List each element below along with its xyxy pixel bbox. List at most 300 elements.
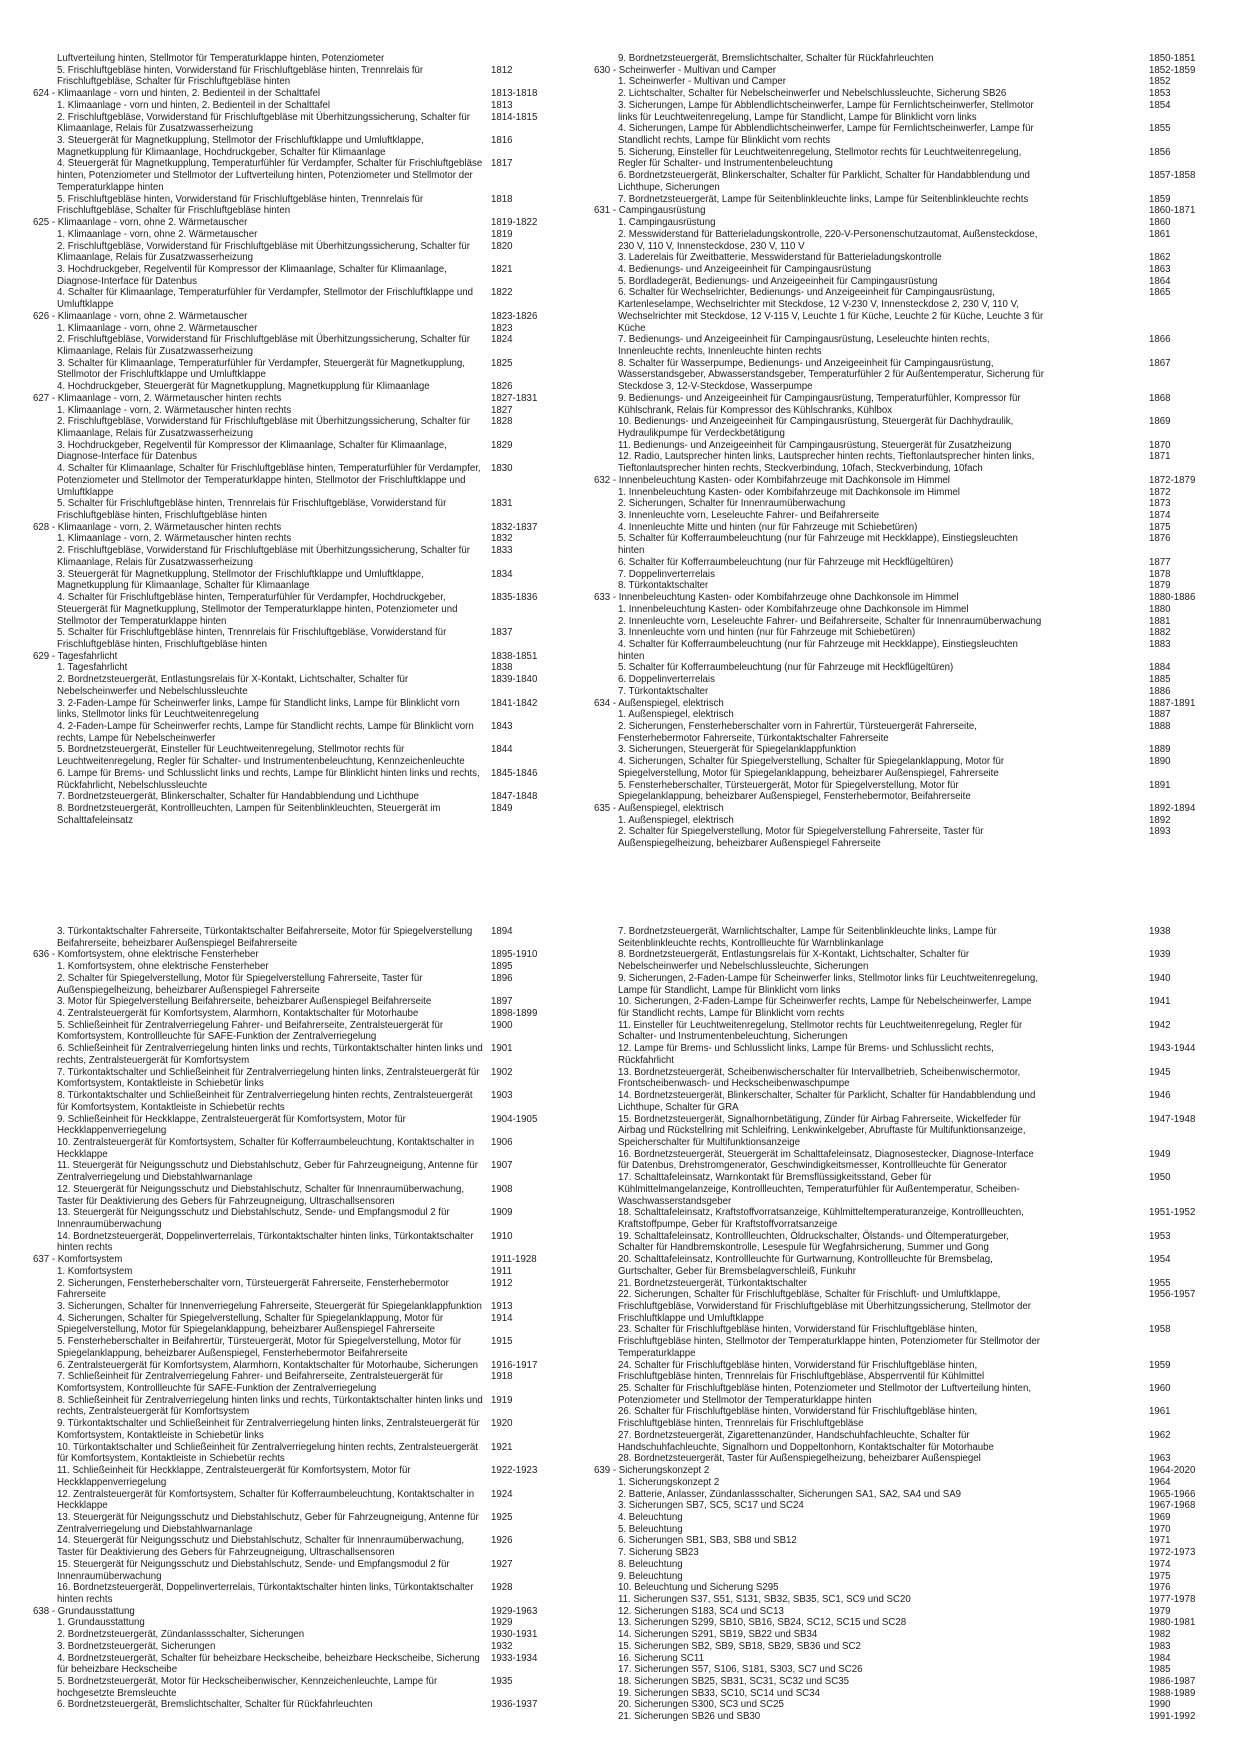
index-entry-text: 10. Türkontaktschalter und Schließeinheit für Zentralverriegelung hinten rechts, Zentralsteuergerät für Komfortsystem, Kontaktleiste in Schiebetür rechts xyxy=(57,1441,478,1465)
index-entry-pages: 1913 xyxy=(491,1301,513,1312)
index-entry-pages: 1837 xyxy=(491,627,513,639)
index-entry-text: 636 - Komfortsystem, ohne elektrische Fensterheber xyxy=(33,949,259,961)
index-entry-pages: 1969 xyxy=(1149,1511,1171,1523)
index-entry-pages: 1927 xyxy=(491,1558,513,1570)
index-entry-text: 632 - Innenbeleuchtung Kasten- oder Kombifahrzeuge mit Dachkonsole im Himmel xyxy=(594,474,950,486)
index-entry-text: 13. Sicherungen S299, SB10, SB16, SB24, SC12, SC15 und SC28 xyxy=(618,1617,907,1629)
index-item-row xyxy=(33,194,547,217)
index-entry-pages: 1872-1879 xyxy=(1149,474,1196,486)
index-entry-text: 639 - Sicherungskonzept 2 xyxy=(594,1465,710,1477)
index-entry-text: 4. Sicherungen, Schalter für Spiegelverstellung, Schalter für Spiegelanklappung, Motor für Spiegelverstellung, Motor für Spiegelanklappung, beheizbarer Außenspiegel Fahrerseite xyxy=(57,1312,444,1336)
index-entry-text: 1. Klimaanlage - vorn und hinten, 2. Bedienteil in der Schalttafel xyxy=(57,99,331,111)
index-entry-pages: 1844 xyxy=(491,744,513,756)
index-entry-text: 15. Steuergerät für Neigungsschutz und Diebstahlschutz, Sende- und Empfangsmodul 2 für Innenraumüberwachung xyxy=(57,1558,450,1582)
index-section-row xyxy=(594,1465,1205,1477)
index-item-row xyxy=(33,1442,547,1465)
index-entry-pages: 1910 xyxy=(491,1230,513,1242)
index-entry-pages: 1868 xyxy=(1149,392,1171,404)
index-item-row xyxy=(594,1571,1205,1583)
index-entry-text: 21. Bordnetzsteuergerät, Türkontaktschalter xyxy=(618,1277,807,1289)
index-entry-text: 7. Türkontaktschalter und Schließeinheit für Zentralverriegelung hinten links, Zentralsteuergerät für Komfortsystem, Kontaktleiste in Schiebetür links xyxy=(57,1066,480,1090)
index-entry-text: 4. Sicherungen, Lampe für Abblendlichtscheinwerfer, Lampe für Fernlichtscheinwerfer, Lampe für Standlicht rechts, Lampe für Blinklicht vorn rechts xyxy=(618,123,1034,147)
index-entry-pages: 1907 xyxy=(491,1160,513,1172)
index-entry-text: 1. Komfortsystem xyxy=(57,1265,133,1277)
index-entry-pages: 1919 xyxy=(491,1394,513,1406)
index-entry-text: 2. Sicherungen, Fensterheberschalter vorn, Türsteuergerät Fahrerseite, Fensterhebermotor Fahrerseite xyxy=(57,1277,449,1301)
index-entry-pages: 1916-1917 xyxy=(491,1359,538,1371)
index-entry-pages: 1985 xyxy=(1149,1664,1171,1676)
index-item-row xyxy=(33,1653,547,1676)
index-entry-text: 5. Bordladegerät, Bedienungs- und Anzeigeeinheit für Campingausrüstung xyxy=(618,275,938,287)
index-item-row xyxy=(594,1559,1205,1571)
index-item-row xyxy=(594,252,1205,264)
index-entry-pages: 1888 xyxy=(1149,720,1171,732)
index-item-row xyxy=(594,1535,1205,1547)
index-entry-pages: 1900 xyxy=(491,1019,513,1031)
index-entry-pages: 1911 xyxy=(491,1265,512,1277)
index-item-row xyxy=(594,580,1205,592)
index-entry-text: 8. Beleuchtung xyxy=(618,1558,683,1570)
index-entry-text: 2. Sicherungen, Schalter für Innenraumüberwachung xyxy=(618,498,846,510)
index-entry-pages: 1953 xyxy=(1149,1230,1171,1242)
index-item-row xyxy=(33,287,547,310)
index-entry-text: 3. Laderelais für Zweitbatterie, Messwiderstand für Batterieladungskontrolle xyxy=(618,252,942,264)
index-entry-pages: 1867 xyxy=(1149,357,1171,369)
index-entry-text: 5. Schalter für Kofferraumbeleuchtung (nur für Fahrzeuge mit Heckflügeltüren) xyxy=(618,662,954,674)
index-entry-pages: 1984 xyxy=(1149,1652,1171,1664)
index-entry-pages: 1866 xyxy=(1149,334,1171,346)
index-item-row xyxy=(594,709,1205,721)
index-entry-text: 9. Türkontaktschalter und Schließeinheit für Zentralverriegelung hinten links, Zentralsteuergerät für Komfortsystem, Kontaktleiste in Schiebetür links xyxy=(57,1418,480,1441)
index-item-row xyxy=(594,1629,1205,1641)
index-section-row xyxy=(594,65,1205,77)
index-entry-pages: 1956-1957 xyxy=(1149,1289,1196,1301)
index-entry-pages: 1949 xyxy=(1149,1148,1171,1160)
index-entry-pages: 1816 xyxy=(491,135,513,147)
index-entry-text: 627 - Klimaanlage - vorn, 2. Wärmetauscher hinten rechts xyxy=(33,392,282,404)
index-item-row xyxy=(33,112,547,135)
index-item-row xyxy=(594,287,1205,334)
index-item-row xyxy=(33,158,547,193)
index-entry-pages: 1920 xyxy=(491,1418,513,1430)
index-entry-text: 634 - Außenspiegel, elektrisch xyxy=(594,697,724,709)
index-item-row xyxy=(594,1090,1205,1113)
index-entry-text: 4. Innenleuchte Mitte und hinten (nur für Fahrzeuge mit Schiebetüren) xyxy=(618,521,918,533)
index-item-row xyxy=(33,996,547,1008)
index-entry-text: 16. Sicherung SC11 xyxy=(618,1652,704,1664)
index-item-row xyxy=(594,1617,1205,1629)
index-item-row xyxy=(33,1160,547,1183)
index-entry-pages: 1982 xyxy=(1149,1629,1171,1641)
index-entry-text: 20. Sicherungen S300, SC3 und SC25 xyxy=(618,1699,784,1711)
index-item-row xyxy=(33,627,547,650)
index-entry-text: 15. Sicherungen SB2, SB9, SB18, SB29, SB36 und SC2 xyxy=(618,1640,861,1652)
index-entry-pages: 1893 xyxy=(1149,826,1171,838)
index-section-row xyxy=(33,1254,547,1266)
index-item-row xyxy=(594,276,1205,288)
index-entry-text: 625 - Klimaanlage - vorn, ohne 2. Wärmetauscher xyxy=(33,217,248,229)
index-entry-text: 3. Bordnetzsteuergerät, Sicherungen xyxy=(57,1640,216,1652)
index-item-row xyxy=(594,510,1205,522)
index-entry-pages: 1892-1894 xyxy=(1149,803,1196,814)
index-entry-pages: 1843 xyxy=(491,720,513,732)
index-entry-pages: 1813 xyxy=(491,99,513,111)
index-section-row xyxy=(594,698,1205,710)
index-item-row xyxy=(594,76,1205,88)
index-item-row xyxy=(33,698,547,721)
index-entry-text: 28. Bordnetzsteuergerät, Taster für Außenspiegelheizung, beheizbarer Außenspiegel xyxy=(618,1453,981,1465)
index-entry-pages: 1812 xyxy=(491,64,513,76)
index-entry-text: 626 - Klimaanlage - vorn, ohne 2. Wärmetauscher xyxy=(33,310,248,322)
index-item-row xyxy=(594,1231,1205,1254)
index-item-row xyxy=(33,1629,547,1641)
index-entry-text: 2. Sicherungen, Fensterheberschalter vorn in Fahrertür, Türsteuergerät Fahrerseite, Fensterhebermotor Fahrerseite, Türkontaktschalter Fahrerseite xyxy=(618,720,977,744)
index-entry-text: 4. Beleuchtung xyxy=(618,1511,683,1523)
index-entry-pages: 1976 xyxy=(1149,1582,1171,1594)
index-item-row xyxy=(594,1149,1205,1172)
index-entry-pages: 1819 xyxy=(491,228,513,240)
index-entry-pages: 1838-1851 xyxy=(491,650,538,662)
index-entry-pages: 1881 xyxy=(1149,615,1171,627)
index-entry-text: 1. Klimaanlage - vorn, ohne 2. Wärmetauscher xyxy=(57,322,258,334)
index-entry-text: 18. Sicherungen SB25, SB31, SC31, SC32 und SC35 xyxy=(618,1676,850,1687)
index-item-row xyxy=(33,65,547,88)
index-entry-pages: 1891 xyxy=(1149,779,1171,791)
index-entry-text: 6. Lampe für Brems- und Schlusslicht links und rechts, Lampe für Blinklicht hinten links und rechts, Rückfahrlicht, Nebelschlussleuchte xyxy=(57,767,480,791)
index-entry-pages: 1898-1899 xyxy=(491,1008,538,1020)
index-entry-pages: 1834 xyxy=(491,568,513,580)
index-item-row xyxy=(33,1020,547,1043)
index-entry-pages: 1857-1858 xyxy=(1149,170,1196,182)
index-entry-text: 3. Innenleuchte vorn und hinten (nur für Fahrzeuge mit Schiebetüren) xyxy=(618,627,916,639)
index-entry-text: 1. Sicherungskonzept 2 xyxy=(618,1476,720,1488)
index-entry-text: 3. Motor für Spiegelverstellung Beifahrerseite, beheizbarer Außenspiegel Beifahrerseite xyxy=(57,996,432,1008)
index-entry-text: 11. Steuergerät für Neigungsschutz und Diebstahlschutz, Geber für Fahrzeugneigung, Antenne für Zentralverriegelung und Diebstahlwarnanlage xyxy=(57,1160,478,1184)
index-entry-text: 2. Bordnetzsteuergerät, Entlastungsrelais für X-Kontakt, Lichtschalter, Schalter für Nebelscheinwerfer und Nebelschlussleuchte xyxy=(57,674,409,697)
index-entry-pages: 1961 xyxy=(1149,1406,1171,1418)
index-entry-pages: 1933-1934 xyxy=(491,1652,538,1664)
index-item-row xyxy=(594,1360,1205,1383)
index-entry-pages: 1901 xyxy=(491,1043,513,1055)
index-entry-text: 1. Campingausrüstung xyxy=(618,217,716,229)
index-item-row xyxy=(594,170,1205,193)
index-entry-pages: 1849 xyxy=(491,803,513,814)
index-entry-pages: 1883 xyxy=(1149,638,1171,650)
index-entry-text: 4. Sicherungen, Schalter für Spiegelverstellung, Schalter für Spiegelanklappung, Motor für Spiegelverstellung, Motor für Spiegelanklappung, beheizbarer Außenspiegel, Fahrerseite xyxy=(618,756,1005,779)
index-entry-pages: 1939 xyxy=(1149,949,1171,961)
index-entry-pages: 1831 xyxy=(491,498,513,510)
index-entry-pages: 1880-1886 xyxy=(1149,592,1196,604)
index-entry-pages: 1971 xyxy=(1149,1535,1171,1547)
index-item-row xyxy=(33,545,547,568)
index-entry-pages: 1861 xyxy=(1149,228,1171,240)
index-item-row xyxy=(33,1535,547,1558)
index-entry-text: 3. Steuergerät für Magnetkupplung, Stellmotor der Frischluftklappe und Umluftklappe, Magnetkupplung für Klimaanlage, Schalter für Klimaanlage xyxy=(57,568,424,592)
index-item-row xyxy=(33,264,547,287)
index-item-row xyxy=(33,592,547,627)
index-item-row xyxy=(33,1336,547,1359)
index-item-row xyxy=(33,791,547,803)
index-entry-text: 18. Schalttafeleinsatz, Kraftstoffvorratsanzeige, Kühlmitteltemperaturanzeige, Kontrollleuchten, Kraftstoffpumpe, Geber für Kraftstoffvorratsanzeige xyxy=(618,1207,1024,1230)
index-entry-text: 3. Steuergerät für Magnetkupplung, Stellmotor der Frischluftklappe und Umluftklappe, Magnetkupplung für Klimaanlage, Hochdruckgeber, Schalter für Klimaanlage xyxy=(57,135,424,158)
index-entry-text: 7. Doppelinverterrelais xyxy=(618,568,715,580)
index-entry-pages: 1970 xyxy=(1149,1523,1171,1535)
index-entry-pages: 1813-1818 xyxy=(491,88,538,100)
index-item-row xyxy=(594,1489,1205,1501)
index-entry-text: 5. Schalter für Kofferraumbeleuchtung (nur für Fahrzeuge mit Heckklappe), Einstiegsleuchten hinten xyxy=(618,533,1018,557)
index-entry-pages: 1924 xyxy=(491,1488,513,1500)
index-entry-text: 10. Bedienungs- und Anzeigeeinheit für Campingausrüstung, Steuergerät für Dachhydraulik, Hydraulikpumpe für Verdeckbetätigung xyxy=(618,416,1014,439)
index-entry-pages: 1870 xyxy=(1149,439,1171,451)
index-item-row xyxy=(594,487,1205,499)
index-entry-pages: 1882 xyxy=(1149,627,1171,639)
index-entry-text: Luftverteilung hinten, Stellmotor für Temperaturklappe hinten, Potenziometer xyxy=(57,53,385,64)
index-entry-pages: 1960 xyxy=(1149,1383,1171,1395)
index-section-row xyxy=(594,205,1205,217)
index-entry-pages: 1839-1840 xyxy=(491,674,538,686)
index-entry-pages: 1833 xyxy=(491,545,513,557)
index-entry-text: 2. Lichtschalter, Schalter für Nebelscheinwerfer und Nebelschlussleuchte, Sicherung SB26 xyxy=(618,88,1007,100)
index-entry-text: 2. Frischluftgebläse, Vorwiderstand für Frischluftgebläse mit Überhitzungssicherung, Schalter für Klimaanlage, Relais für Zusatzwasserheizung xyxy=(57,240,470,264)
index-entry-text: 1. Innenbeleuchtung Kasten- oder Kombifahrzeuge mit Dachkonsole im Himmel xyxy=(618,486,960,498)
index-item-row xyxy=(33,973,547,996)
index-entry-pages: 1895-1910 xyxy=(491,949,538,961)
index-entry-text: 13. Steuergerät für Neigungsschutz und Diebstahlschutz, Geber für Fahrzeugneigung, Antenne für Zentralverriegelung und Diebstahlwarnanlage xyxy=(57,1511,479,1535)
index-entry-text: 1. Tagesfahrlicht xyxy=(57,662,128,674)
index-item-row xyxy=(33,100,547,112)
index-section-row xyxy=(594,592,1205,604)
index-entry-text: 8. Schalter für Wasserpumpe, Bedienungs- und Anzeigeeinheit für Campingausrüstung, Wasserstandsgeber, Abwasserstandsgeber, Temperaturfühler 2 für Außentemperatur, Sicherung für Steckdose 3, 12-V-Steckdose, Wasserpumpe xyxy=(618,357,1044,393)
index-entry-text: 23. Schalter für Frischluftgebläse hinten, Vorwiderstand für Frischluftgebläse hinten, Frischluftgebläse hinten, Stellmotor der Temperaturklappe hinten, Potenziometer für Stellmotor der Temperaturklappe xyxy=(618,1324,1040,1359)
index-entry-pages: 1918 xyxy=(491,1371,513,1383)
index-entry-text: 2. Innenleuchte vorn, Leseleuchte Fahrer- und Beifahrerseite, Schalter für Innenraumüberwachung xyxy=(618,615,1042,627)
index-entry-text: 13. Steuergerät für Neigungsschutz und Diebstahlschutz, Sende- und Empfangsmodul 2 für Innenraumüberwachung xyxy=(57,1207,450,1230)
index-entry-text: 3. Hochdruckgeber, Regelventil für Kompressor der Klimaanlage, Schalter für Klimaanlage, Diagnose-Interface für Datenbus xyxy=(57,263,447,287)
index-entry-pages: 1925 xyxy=(491,1511,513,1523)
index-entry-pages: 1829 xyxy=(491,439,513,451)
index-entry-pages: 1852-1859 xyxy=(1149,64,1196,76)
index-entry-pages: 1954 xyxy=(1149,1254,1171,1266)
index-entry-pages: 1926 xyxy=(491,1535,513,1547)
index-item-row xyxy=(594,533,1205,556)
index-item-row xyxy=(594,1067,1205,1090)
index-entry-pages: 1865 xyxy=(1149,287,1171,299)
index-entry-pages: 1986-1987 xyxy=(1149,1676,1196,1687)
index-item-row xyxy=(33,1043,547,1066)
index-entry-pages: 1962 xyxy=(1149,1429,1171,1441)
index-entry-text: 3. Türkontaktschalter Fahrerseite, Türkontaktschalter Beifahrerseite, Motor für Spiegelverstellung Beifahrerseite, beheizbarer Außenspiegel Beifahrerseite xyxy=(57,926,473,949)
index-entry-text: 1. Innenbeleuchtung Kasten- oder Kombifahrzeuge ohne Dachkonsole im Himmel xyxy=(618,603,969,615)
index-entry-pages: 1945 xyxy=(1149,1066,1171,1078)
index-entry-text: 635 - Außenspiegel, elektrisch xyxy=(594,803,724,814)
index-item-row xyxy=(594,1512,1205,1524)
index-entry-pages: 1929 xyxy=(491,1617,513,1629)
index-entry-pages: 1974 xyxy=(1149,1558,1171,1570)
index-entry-pages: 1819-1822 xyxy=(491,217,538,229)
index-entry-pages: 1938 xyxy=(1149,926,1171,937)
index-item-row xyxy=(594,780,1205,803)
index-item-row xyxy=(33,1559,547,1582)
index-item-row xyxy=(33,241,547,264)
index-entry-text: 2. Schalter für Spiegelverstellung, Motor für Spiegelverstellung Fahrerseite, Taster für Außenspiegelheizung, beheizbarer Außenspiegel Fahrerseite xyxy=(57,972,423,996)
index-entry-pages: 1932 xyxy=(491,1640,513,1652)
index-item-row xyxy=(594,639,1205,662)
index-item-row xyxy=(594,498,1205,510)
index-entry-pages: 1863 xyxy=(1149,263,1171,275)
index-item-row xyxy=(594,393,1205,416)
index-entry-text: 1. Klimaanlage - vorn, 2. Wärmetauscher hinten rechts xyxy=(57,404,292,416)
index-entry-text: 13. Bordnetzsteuergerät, Scheibenwischerschalter für Intervallbetrieb, Scheibenwischermotor, Frontscheibenwasch- und Heckscheibenwaschpumpe xyxy=(618,1066,1021,1090)
index-entry-text: 1. Klimaanlage - vorn, ohne 2. Wärmetauscher xyxy=(57,228,258,240)
index-entry-pages: 1890 xyxy=(1149,756,1171,768)
index-item-row xyxy=(33,463,547,498)
index-entry-pages: 1850-1851 xyxy=(1149,53,1196,64)
index-entry-text: 1. Außenspiegel, elektrisch xyxy=(618,814,734,826)
index-entry-text: 26. Schalter für Frischluftgebläse hinten, Vorwiderstand für Frischluftgebläse hinten, Frischluftgebläse hinten, Trennrelais für Frischluftgebläse xyxy=(618,1406,978,1430)
index-item-row xyxy=(594,1524,1205,1536)
index-item-row xyxy=(594,1114,1205,1149)
index-entry-text: 3. Sicherungen SB7, SC5, SC17 und SC24 xyxy=(618,1500,804,1512)
index-entry-text: 15. Bordnetzsteuergerät, Signalhornbetätigung, Zünder für Airbag Fahrerseite, Wickelfeder für Airbag und Rückstellring mit Schleifring, Lenkwinkelgeber, Abruftaste für Multifunktionsanzeige, Speicherschalter für Multifunktionsanzeige xyxy=(618,1113,1026,1148)
index-entry-text: 5. Fensterheberschalter in Beifahrertür, Türsteuergerät, Motor für Spiegelverstellung, Motor für Spiegelanklappung, beheizbarer Außenspiegel, Fensterhebermotor Beifahrerseite xyxy=(57,1336,462,1359)
index-entry-pages: 1959 xyxy=(1149,1359,1171,1371)
index-entry-pages: 1911-1928 xyxy=(491,1254,537,1266)
index-entry-pages: 1963 xyxy=(1149,1453,1171,1465)
index-entry-pages: 1818 xyxy=(491,193,513,205)
index-item-row xyxy=(594,1699,1205,1711)
index-entry-text: 4. Schalter für Klimaanlage, Temperaturfühler für Verdampfer, Stellmotor der Frischluftklappe und Umluftklappe xyxy=(57,287,474,311)
index-entry-pages: 1958 xyxy=(1149,1324,1171,1336)
index-entry-pages: 1902 xyxy=(491,1066,513,1078)
index-item-row xyxy=(33,1008,547,1020)
index-entry-pages: 1832 xyxy=(491,533,513,545)
index-section-row xyxy=(33,651,547,663)
index-item-row xyxy=(33,381,547,393)
index-entry-text: 5. Frischluftgebläse hinten, Vorwiderstand für Frischluftgebläse hinten, Trennrelais für Frischluftgebläse, Schalter für Frischluftgebläse hinten xyxy=(57,64,424,88)
index-entry-pages: 1912 xyxy=(491,1277,513,1289)
index-entry-pages: 1822 xyxy=(491,287,513,299)
index-entry-pages: 1941 xyxy=(1149,996,1171,1008)
index-entry-pages: 1930-1931 xyxy=(491,1629,538,1641)
index-column-top-left xyxy=(33,53,547,826)
index-entry-text: 8. Türkontaktschalter und Schließeinheit für Zentralverriegelung hinten rechts, Zentralsteuergerät für Komfortsystem, Kontaktleiste in Schiebetür rechts xyxy=(57,1090,473,1113)
index-entry-pages: 1908 xyxy=(491,1183,513,1195)
index-entry-pages: 1929-1963 xyxy=(491,1605,538,1617)
index-entry-text: 5. Bordnetzsteuergerät, Einsteller für Leuchtweitenregelung, Stellmotor rechts für Leuchtweitenregelung, Regler für Schalter- und Instrumentenbeleuchtung, Kennzeichenleuchte xyxy=(57,744,465,768)
index-entry-pages: 1887 xyxy=(1149,709,1171,721)
index-entry-text: 5. Fensterheberschalter, Türsteuergerät, Motor für Spiegelverstellung, Motor für Spiegelanklappung, beheizbarer Außenspiegel, Fensterhebermotor, Beifahrerseite xyxy=(618,779,971,803)
index-item-row xyxy=(594,616,1205,628)
index-entry-text: 12. Steuergerät für Neigungsschutz und Diebstahlschutz, Schalter für Innenraumüberwachung, Taster für Deaktivierung des Gebers für Fahrzeugneigung, Ultraschallsensoren xyxy=(57,1183,465,1207)
index-item-row xyxy=(594,229,1205,252)
index-item-row xyxy=(33,498,547,521)
index-entry-text: 8. Schließeinheit für Zentralverriegelung hinten links und rechts, Türkontaktschalter hinten links und rechts, Zentralsteuergerät für Komfortsystem xyxy=(57,1394,483,1418)
index-item-row xyxy=(33,1676,547,1699)
index-item-row xyxy=(594,1383,1205,1406)
index-item-row xyxy=(33,674,547,697)
index-item-row xyxy=(33,662,547,674)
index-entry-text: 630 - Scheinwerfer - Multivan und Camper xyxy=(594,64,776,76)
index-entry-text: 5. Beleuchtung xyxy=(618,1523,683,1535)
index-entry-text: 3. Sicherungen, Steuergerät für Spiegelanklappfunktion xyxy=(618,744,857,756)
index-item-row xyxy=(594,1606,1205,1618)
index-entry-text: 633 - Innenbeleuchtung Kasten- oder Kombifahrzeuge ohne Dachkonsole im Himmel xyxy=(594,592,959,604)
index-item-row xyxy=(594,264,1205,276)
index-item-row xyxy=(33,1360,547,1372)
index-entry-pages: 1887-1891 xyxy=(1149,697,1196,709)
index-item-row xyxy=(33,961,547,973)
index-entry-pages: 1877 xyxy=(1149,556,1171,568)
index-entry-pages: 1988-1989 xyxy=(1149,1687,1196,1699)
index-entry-text: 11. Sicherungen S37, S51, S131, SB32, SB35, SC1, SC9 und SC20 xyxy=(618,1593,911,1605)
index-entry-text: 2. Batterie, Anlasser, Zündanlassschalter, Sicherungen SA1, SA2, SA4 und SA9 xyxy=(618,1488,962,1500)
index-item-row xyxy=(594,996,1205,1019)
index-entry-text: 2. Messwiderstand für Batterieladungskontrolle, 220-V-Personenschutzautomat, Außensteckdose, 230 V, 110 V, Innensteckdose, 230 V, 110 V xyxy=(618,228,1038,252)
index-item-row xyxy=(594,1043,1205,1066)
index-section-row xyxy=(33,522,547,534)
index-entry-text: 7. Bordnetzsteuergerät, Warnlichtschalter, Lampe für Seitenblinkleuchte links, Lampe für Seitenblinkleuchte rechts, Kontrollleuchte für Warnblinkanlage xyxy=(618,926,997,949)
index-item-row xyxy=(594,686,1205,698)
index-entry-pages: 1879 xyxy=(1149,580,1171,592)
index-entry-text: 17. Sicherungen S57, S106, S181, S303, SC7 und SC26 xyxy=(618,1664,863,1676)
index-entry-text: 20. Schalttafeleinsatz, Kontrollleuchte für Gurtwarnung, Kontrollleuchte für Bremsbelag, Gurtschalter, Geber für Bremsbelagverschleiß, Funkuhr xyxy=(618,1254,993,1277)
index-entry-text: 14. Bordnetzsteuergerät, Blinkerschalter, Schalter für Parklicht, Schalter für Handabblendung und Lichthupe, Schalter für GRA xyxy=(618,1090,1036,1113)
index-entry-pages: 1975 xyxy=(1149,1570,1171,1582)
index-entry-text: 637 - Komfortsystem xyxy=(33,1254,123,1266)
index-item-row xyxy=(594,744,1205,756)
index-item-row xyxy=(594,1641,1205,1653)
index-entry-text: 9. Bordnetzsteuergerät, Bremslichtschalter, Schalter für Rückfahrleuchten xyxy=(618,53,934,64)
index-item-row xyxy=(33,926,547,949)
index-entry-text: 3. Innenleuchte vorn, Leseleuchte Fahrer- und Beifahrerseite xyxy=(618,510,880,522)
index-entry-pages: 1897 xyxy=(491,996,513,1008)
index-section-row xyxy=(33,311,547,323)
index-item-row xyxy=(594,1324,1205,1359)
index-entry-text: 5. Schalter für Frischluftgebläse hinten, Trennrelais für Frischluftgebläse, Vorwiderstand für Frischluftgebläse hinten, Frischluftgebläse hinten xyxy=(57,627,447,650)
index-entry-text: 5. Frischluftgebläse hinten, Vorwiderstand für Frischluftgebläse hinten, Trennrelais für Frischluftgebläse, Schalter für Frischluftgebläse hinten xyxy=(57,193,424,217)
index-entry-text: 8. Türkontaktschalter xyxy=(618,580,709,592)
index-item-row xyxy=(33,1266,547,1278)
index-entry-pages: 1824 xyxy=(491,334,513,346)
index-entry-text: 10. Beleuchtung und Sicherung S295 xyxy=(618,1582,779,1594)
index-item-row xyxy=(594,217,1205,229)
index-entry-pages: 1922-1923 xyxy=(491,1465,538,1477)
index-item-row xyxy=(33,1090,547,1113)
index-entry-pages: 1935 xyxy=(491,1676,513,1687)
index-entry-pages: 1852 xyxy=(1149,76,1171,88)
index-entry-pages: 1940 xyxy=(1149,972,1171,984)
index-entry-pages: 1847-1848 xyxy=(491,791,538,803)
index-entry-pages: 1928 xyxy=(491,1582,513,1594)
index-entry-text: 6. Zentralsteuergerät für Komfortsystem, Alarmhorn, Kontaktschalter für Motorhaube, Sicherungen xyxy=(57,1359,479,1371)
index-entry-text: 3. Sicherungen, Lampe für Abblendlichtscheinwerfer, Lampe für Fernlichtscheinwerfer, Stellmotor links für Leuchtweitenregelung, Lampe für Standlicht, Lampe für Blinklicht vorn links xyxy=(618,99,1034,123)
index-entry-pages: 1876 xyxy=(1149,533,1171,545)
index-entry-text: 2. Frischluftgebläse, Vorwiderstand für Frischluftgebläse mit Überhitzungssicherung, Schalter für Klimaanlage, Relais für Zusatzwasserheizung xyxy=(57,545,470,568)
index-item-row xyxy=(33,803,547,826)
index-entry-text: 9. Sicherungen, 2-Faden-Lampe für Scheinwerfer links, Stellmotor links für Leuchtweitenregelung, Lampe für Standlicht, Lampe für Blinklicht vorn links xyxy=(618,972,1039,996)
index-item-row xyxy=(594,1020,1205,1043)
index-item-row xyxy=(594,721,1205,744)
index-entry-pages: 1825 xyxy=(491,357,513,369)
index-entry-text: 1. Scheinwerfer - Multivan und Camper xyxy=(618,76,786,88)
index-entry-pages: 1943-1944 xyxy=(1149,1043,1196,1055)
index-entry-text: 19. Sicherungen SB33, SC10, SC14 und SC34 xyxy=(618,1687,820,1699)
index-entry-pages: 1886 xyxy=(1149,685,1171,697)
index-item-row xyxy=(594,1430,1205,1453)
index-entry-text: 14. Bordnetzsteuergerät, Doppelinverterrelais, Türkontaktschalter hinten links, Türkontaktschalter hinten rechts xyxy=(57,1230,474,1254)
index-item-row xyxy=(594,194,1205,206)
index-item-row xyxy=(33,1699,547,1711)
